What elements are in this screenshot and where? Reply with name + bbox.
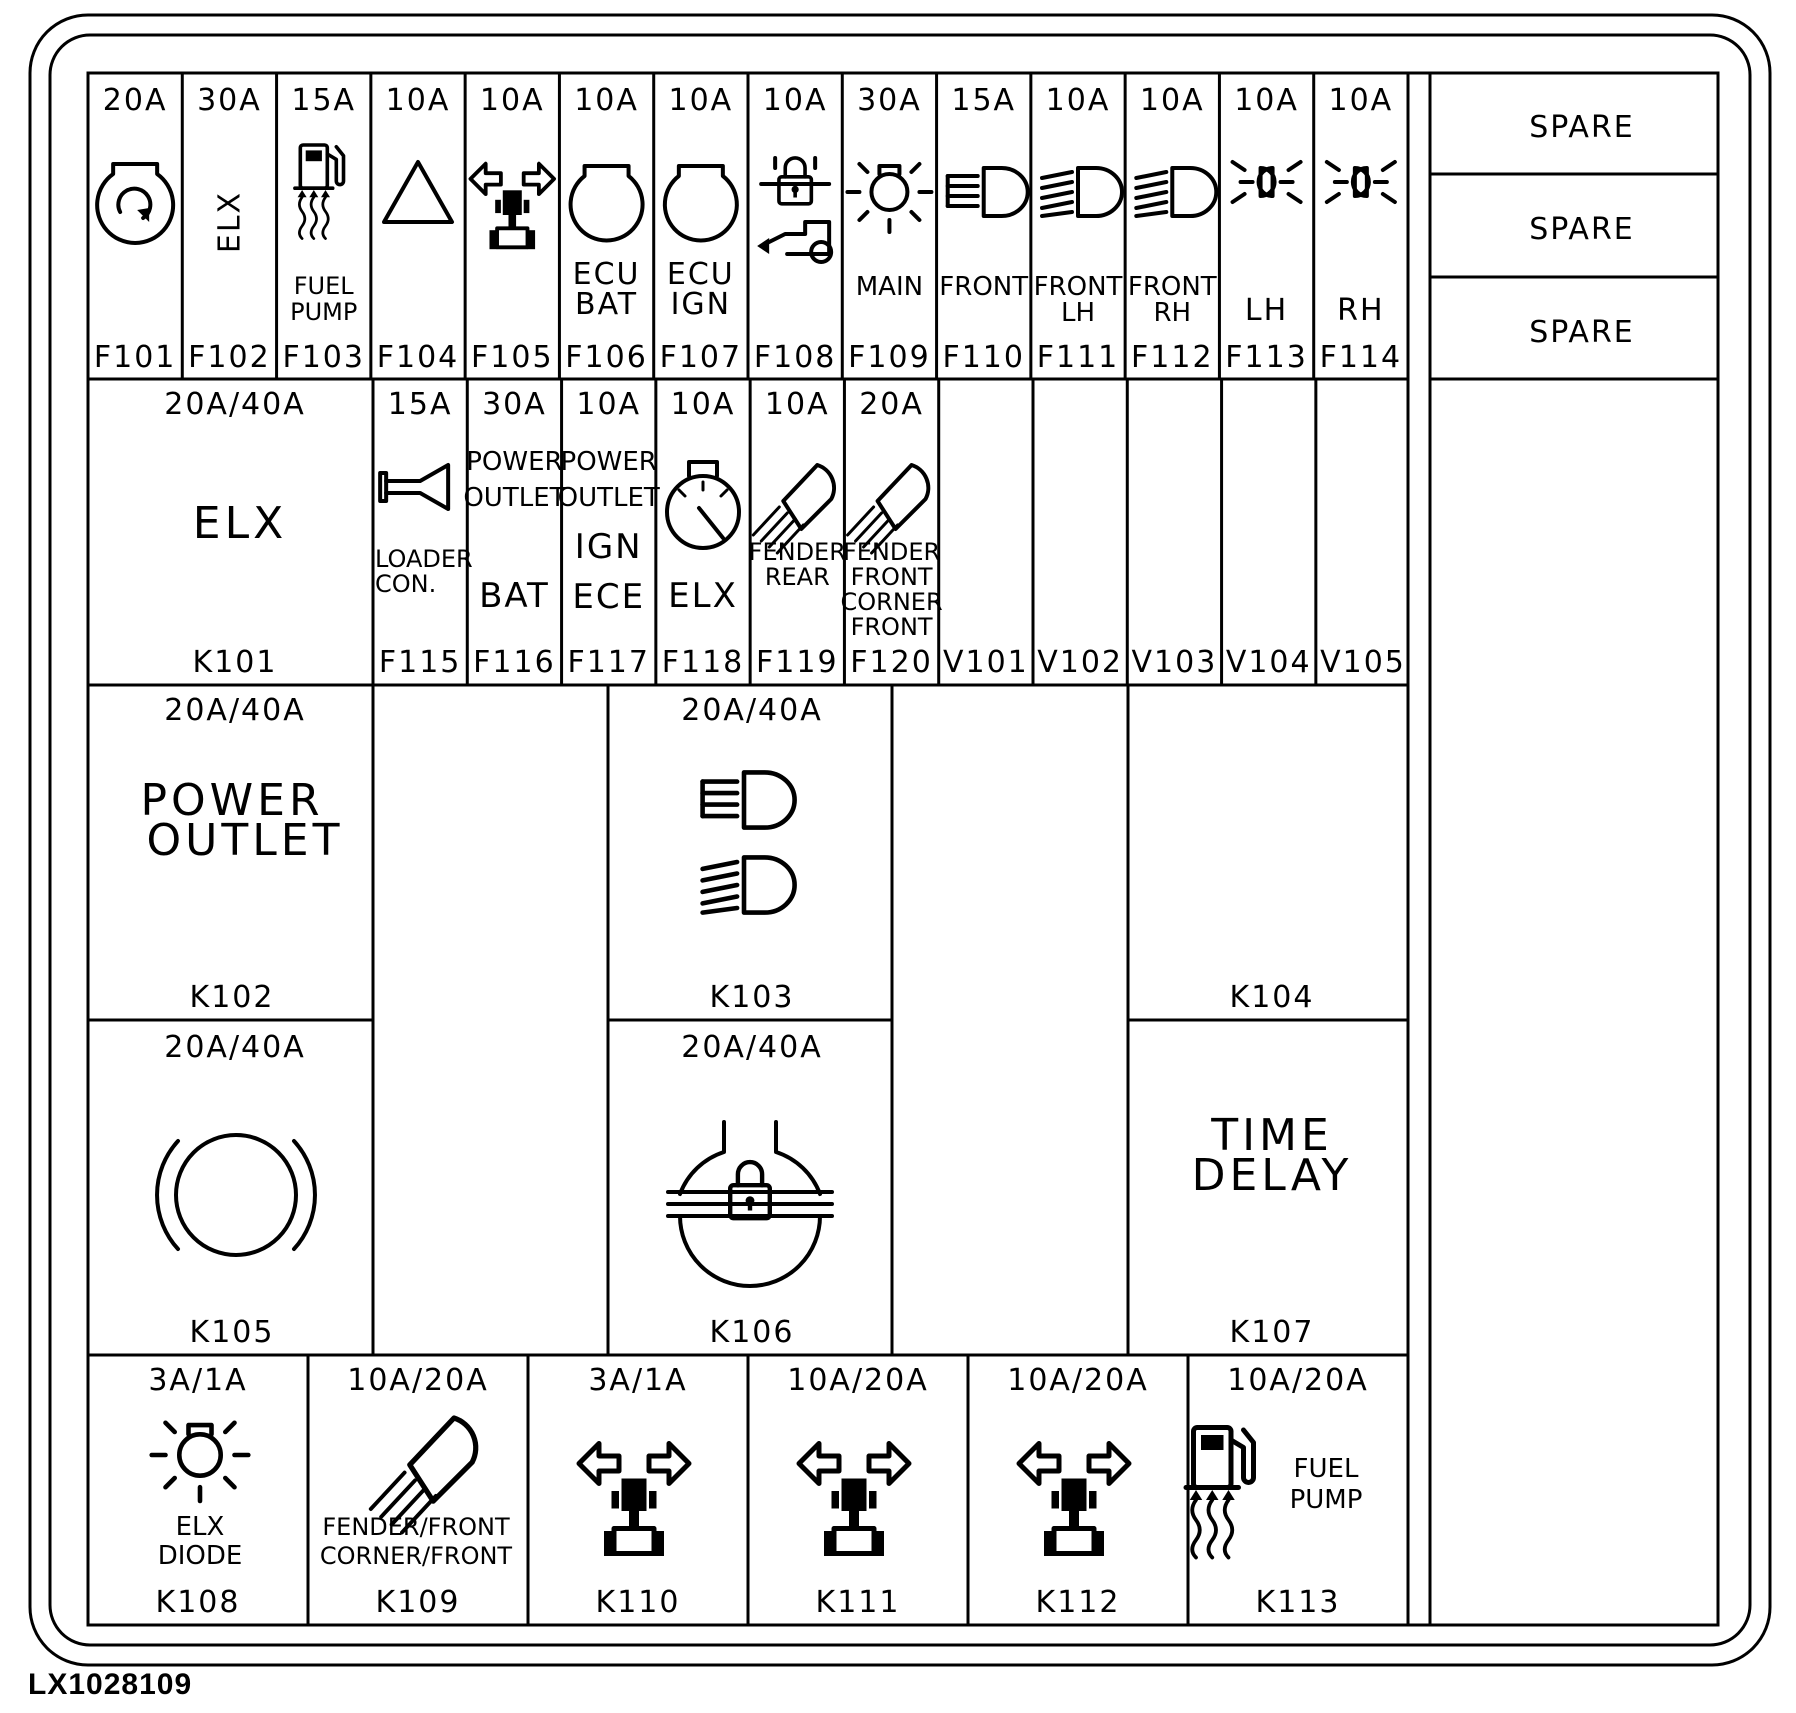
relay-k106 [668, 1030, 832, 1350]
fuse-rating: 30A [197, 83, 262, 118]
fuse-f109 [847, 83, 931, 375]
fuse-rating: 10A [670, 387, 736, 422]
fuse-label-line: FENDER [748, 538, 846, 566]
fuse-id: F107 [659, 340, 743, 375]
relay-label-line-2: OUTLET [146, 815, 344, 866]
fuse-label-line: POWER [560, 447, 657, 477]
fuse-v101 [943, 645, 1029, 680]
spare-label-2: SPARE [1529, 212, 1635, 247]
fuse-id: F106 [565, 340, 648, 375]
fuse-v103 [1132, 645, 1218, 680]
relay-rating: 10A/20A [347, 1363, 489, 1398]
turn-signal-tractor-icon [579, 1444, 689, 1557]
fuse-rating: 10A [764, 387, 830, 422]
turn-signal-tractor-icon [470, 164, 554, 250]
fuse-id: F108 [753, 340, 837, 375]
relay-k112 [1007, 1363, 1149, 1620]
relay-k113 [1186, 1363, 1369, 1620]
fuse-label-line: FENDER [842, 538, 941, 566]
relay-rating: 3A/1A [588, 1363, 688, 1398]
fuel-pump-icon [295, 145, 344, 239]
fuse-rating: 20A [859, 387, 924, 422]
relay-row-5 [148, 1363, 1368, 1620]
fuse-f106 [565, 83, 648, 375]
fuse-id: F104 [376, 340, 460, 375]
relay-id: K113 [1255, 1585, 1341, 1620]
fuse-rating: 10A [668, 83, 734, 118]
fuse-id: F111 [1036, 340, 1120, 375]
fuse-f105 [470, 83, 554, 375]
relay-k103 [681, 693, 823, 1015]
fuse-id: F110 [942, 340, 1025, 375]
fuse-id: F115 [378, 645, 462, 680]
relay-k110 [579, 1363, 689, 1620]
fuse-rating: 15A [951, 83, 1017, 118]
fuse-row-2 [375, 387, 1406, 680]
fuse-rating: 10A [385, 83, 451, 118]
fuse-label-line: CORNER [840, 588, 943, 616]
fuse-label-line: BAT [479, 576, 550, 616]
ecu-icon [571, 166, 643, 240]
spare-label-3: SPARE [1529, 315, 1635, 350]
relay-k101 [164, 387, 306, 680]
fuse-rating: 10A [1328, 83, 1394, 118]
fuse-f118 [662, 387, 745, 680]
fuse-rating: 15A [387, 387, 453, 422]
fuse-label-line: FRONT [1127, 272, 1217, 302]
relay-id: K103 [709, 980, 795, 1015]
fuse-id: F101 [93, 340, 177, 375]
fuse-id: F114 [1319, 340, 1403, 375]
relay-id: K104 [1229, 980, 1315, 1015]
relay-label-line: FENDER/FRONT [322, 1513, 510, 1541]
relay-label-line: CORNER/FRONT [319, 1542, 513, 1570]
fuse-label-line: ECU [666, 257, 735, 292]
fuse-label-line: RH [1153, 298, 1192, 328]
fuse-id: F102 [188, 340, 271, 375]
fuse-f107 [660, 83, 743, 375]
fuse-label-line: FRONT [939, 272, 1029, 302]
fuse-id: F103 [282, 340, 365, 375]
fuse-f119 [749, 387, 846, 680]
relay-rating: 3A/1A [148, 1363, 248, 1398]
spare-label-1: SPARE [1529, 110, 1635, 145]
fuse-f115 [375, 387, 473, 680]
fuse-v102 [1037, 645, 1123, 680]
fuse-label: ELX [212, 190, 248, 254]
relay-rating: 20A/40A [681, 1030, 823, 1065]
headlamp-icon [948, 168, 1028, 216]
lock-tractor-icon [757, 158, 831, 262]
fuse-id: V102 [1037, 645, 1124, 680]
side-light-icon [1327, 162, 1395, 202]
fuse-f108 [754, 83, 837, 375]
fuse-f101 [94, 83, 177, 375]
fuse-label-line: ECU [572, 257, 641, 292]
relay-label: ELX [192, 498, 288, 549]
fuse-id: V101 [942, 645, 1029, 680]
fuse-label-line: REAR [764, 563, 830, 591]
fuse-label-line: FRONT [1033, 272, 1123, 302]
relay-label-line: FUEL [1293, 1454, 1359, 1484]
fuse-label-line: POWER [466, 447, 563, 477]
fuse-f103 [282, 83, 365, 375]
fuse-label-line: FUEL [293, 272, 354, 300]
fuse-rating: 10A [1234, 83, 1299, 118]
fuse-f112 [1128, 83, 1217, 375]
relay-id: K105 [189, 1315, 275, 1350]
fuse-f111 [1034, 83, 1123, 375]
relay-rating: 20A/40A [164, 1030, 306, 1065]
headlamp-low-icon [1042, 168, 1122, 216]
fuse-label-line: FRONT [850, 563, 933, 591]
relay-label-line-2: DELAY [1191, 1150, 1353, 1201]
fuse-id: V105 [1320, 645, 1406, 680]
relay-id: K106 [709, 1315, 795, 1350]
relay-k109 [320, 1363, 513, 1620]
fuse-id: F112 [1131, 340, 1214, 375]
fuse-id: F117 [567, 645, 650, 680]
fuse-label-line: PUMP [290, 298, 358, 326]
fuse-rating: 20A [102, 83, 168, 118]
fuse-id: F109 [848, 340, 931, 375]
fuse-rating: 10A [762, 83, 828, 118]
relay-label-line: DIODE [157, 1541, 243, 1571]
fuse-v104 [1226, 645, 1312, 680]
fuse-label-line: RH [1337, 293, 1385, 328]
relay-rating: 10A/20A [1007, 1363, 1149, 1398]
fuse-label-line: LOADER [375, 545, 473, 573]
fuse-id: F113 [1225, 340, 1308, 375]
relay-k108 [148, 1363, 248, 1620]
relay-label-line: ELX [175, 1512, 225, 1542]
relay-id: K102 [189, 980, 275, 1015]
relay-rating: 10A/20A [787, 1363, 929, 1398]
fuse-f114 [1320, 83, 1403, 375]
fuse-label-line: ELX [668, 576, 738, 616]
work-lamp-icon [152, 1423, 249, 1501]
relay-label-line-1: TIME [1211, 1110, 1333, 1161]
relay-id: K109 [375, 1585, 461, 1620]
relay-id: K112 [1035, 1585, 1121, 1620]
relay-k104 [1230, 980, 1315, 1015]
relay-k102 [140, 693, 343, 1015]
relay-k105 [157, 1030, 315, 1350]
fuse-id: F120 [850, 645, 933, 680]
relay-id: K108 [155, 1585, 241, 1620]
fuse-label-line: OUTLET [557, 483, 660, 513]
relay-id: K101 [192, 645, 278, 680]
relay-id: K110 [595, 1585, 681, 1620]
fuse-v105 [1320, 645, 1406, 680]
fuse-rating: 30A [482, 387, 547, 422]
relay-label-line: PUMP [1289, 1485, 1363, 1515]
brake-icon [157, 1135, 315, 1255]
relay-label-line-1: POWER [140, 775, 324, 826]
fuse-rating: 15A [291, 83, 357, 118]
fuse-label-line: LH [1060, 298, 1096, 328]
fuse-id: F116 [473, 645, 556, 680]
fuel-pump-icon [1186, 1428, 1254, 1558]
engine-start-icon [97, 164, 173, 243]
diff-lock-icon [668, 1122, 832, 1286]
fuse-f117 [558, 387, 660, 680]
relay-rating: 20A/40A [164, 693, 306, 728]
fuse-label-line: IGN [574, 527, 643, 567]
relay-rating: 20A/40A [164, 387, 306, 422]
turn-signal-tractor-icon [799, 1444, 909, 1557]
fuse-label-line: BAT [575, 287, 639, 322]
fuse-label-line: CON. [375, 570, 437, 598]
relay-id: K107 [1229, 1315, 1315, 1350]
hazard-triangle-icon [384, 162, 452, 222]
fuse-f110 [939, 83, 1028, 375]
fuse-rating: 10A [479, 83, 545, 118]
fuse-id: F119 [756, 645, 839, 680]
relay-k107 [1192, 1110, 1353, 1350]
gauge-icon [667, 462, 739, 548]
fuse-f113 [1225, 83, 1308, 375]
fuse-rating: 10A [1045, 83, 1111, 118]
figure-reference: LX1028109 [28, 1668, 193, 1701]
fuse-rating: 10A [1139, 83, 1205, 118]
fuse-id: F118 [661, 645, 745, 680]
fuse-label-line: FRONT [850, 613, 933, 641]
turn-signal-tractor-icon [1019, 1444, 1129, 1557]
fuse-f116 [463, 387, 565, 680]
fuse-f120 [841, 387, 943, 680]
fuse-label-line: LH [1244, 293, 1289, 328]
fuse-label-line: IGN [670, 287, 732, 322]
fuse-rating: 10A [576, 387, 642, 422]
fuse-id: V104 [1225, 645, 1312, 680]
headlamp-low-icon [1136, 168, 1216, 216]
dual-headlamp-icon [703, 772, 795, 912]
relay-rating: 10A/20A [1227, 1363, 1369, 1398]
fuse-rating: 10A [574, 83, 639, 118]
horn-icon [380, 465, 448, 509]
relay-id: K111 [815, 1585, 901, 1620]
relay-rating: 20A/40A [681, 693, 823, 728]
fuse-f104 [377, 83, 460, 375]
work-lamp-icon [847, 164, 931, 232]
relay-k111 [787, 1363, 929, 1620]
fuse-label-line: MAIN [855, 272, 924, 302]
fuse-label-line: OUTLET [463, 483, 566, 513]
fuse-f102 [188, 83, 271, 375]
fuse-rating: 30A [857, 83, 922, 118]
fuse-label-line: ECE [572, 577, 646, 617]
side-light-icon [1233, 162, 1301, 202]
fuse-id: V103 [1131, 645, 1218, 680]
ecu-icon [665, 166, 737, 240]
fuse-id: F105 [471, 340, 554, 375]
